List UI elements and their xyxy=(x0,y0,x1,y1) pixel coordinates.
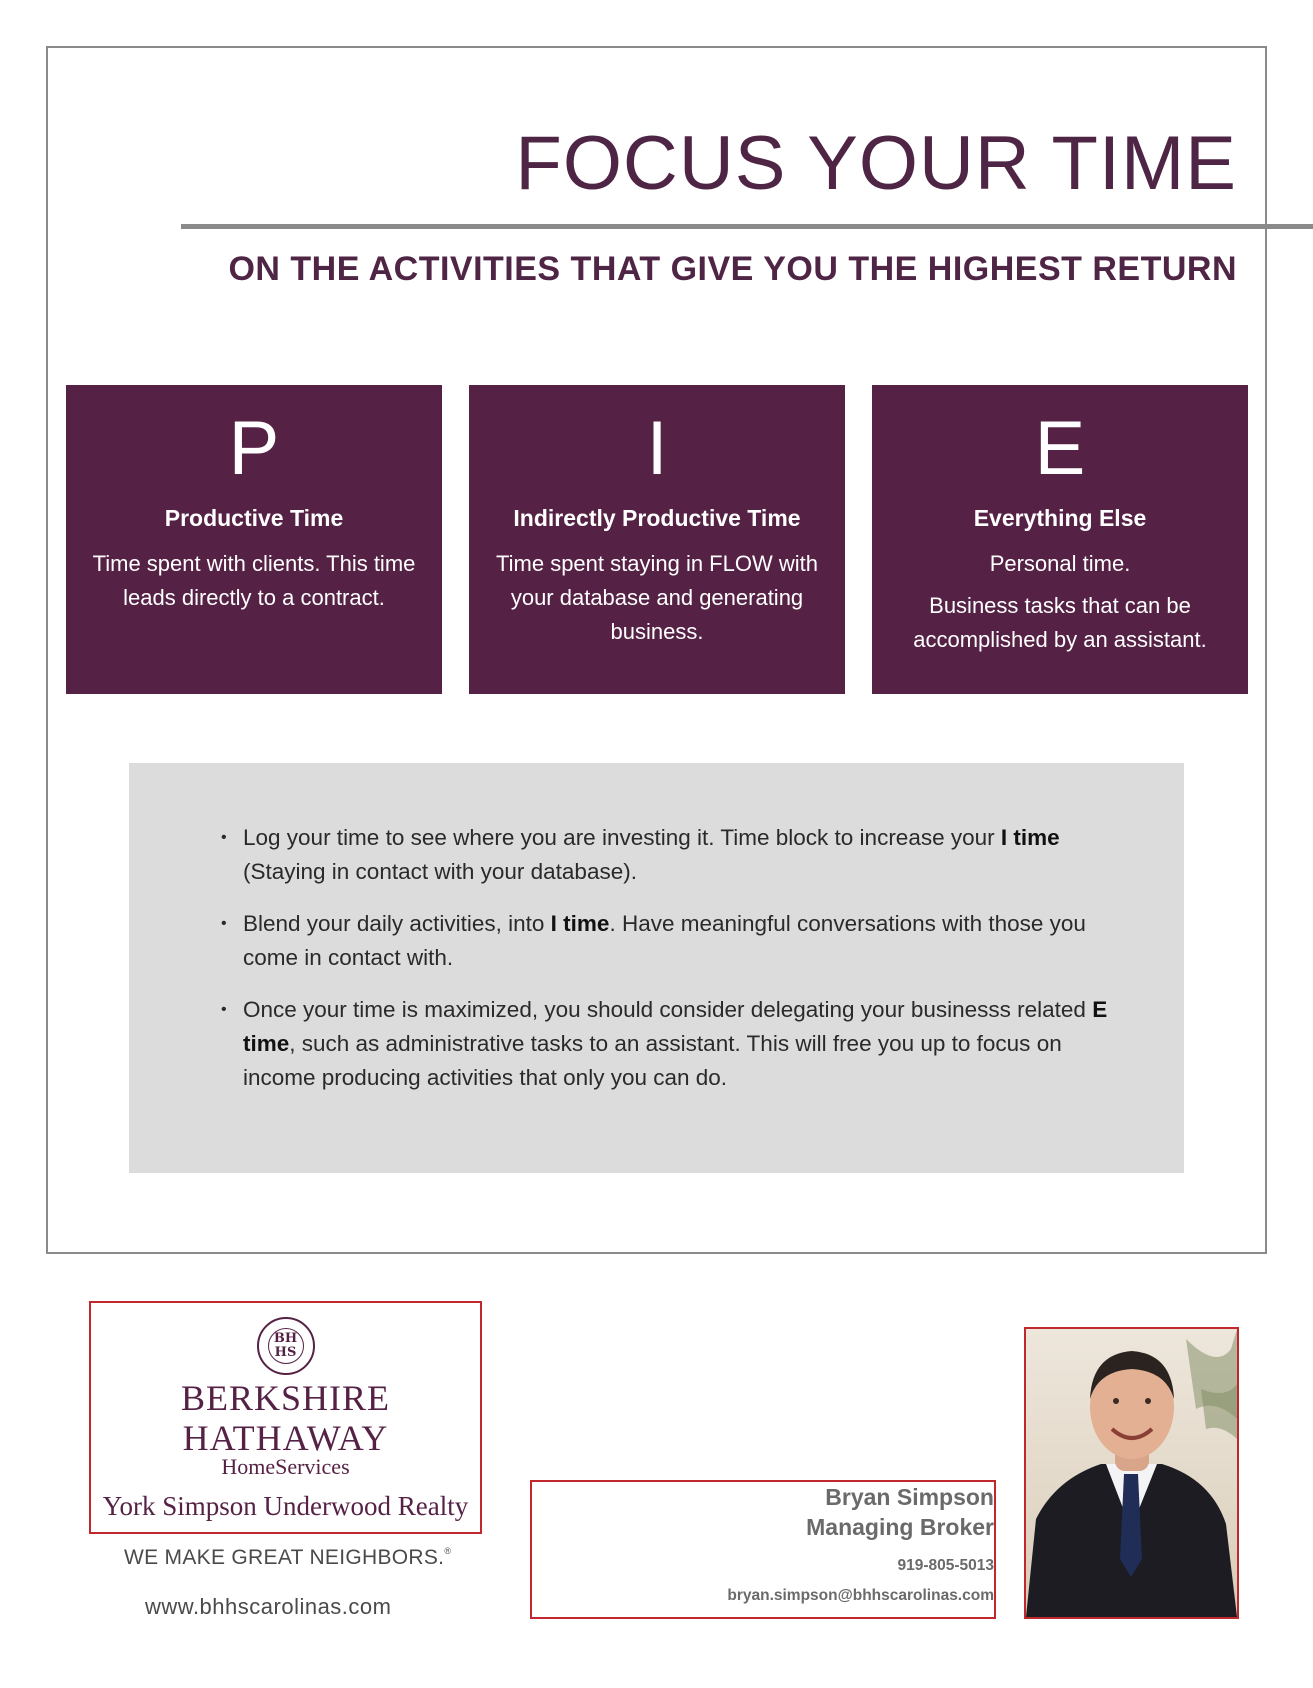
card-body-text: Time spent staying in FLOW with your database and generating business. xyxy=(496,551,818,644)
brand-tagline xyxy=(124,1546,451,1570)
brand-name-line1: BERKSHIRE xyxy=(180,1378,391,1418)
bhhs-seal-icon xyxy=(257,1317,315,1375)
tip-item xyxy=(224,821,1124,889)
tip-text: , such as administrative tasks to an assistant. This will free you up to focus on income producing activities that only you can do. xyxy=(243,1031,1062,1090)
card-heading: Indirectly Productive Time xyxy=(513,505,801,531)
tips-panel xyxy=(129,763,1184,1173)
card-body-text: Business tasks that can be accomplished by an assistant. xyxy=(913,593,1207,652)
registered-mark: ® xyxy=(444,1546,452,1556)
card-body-text: Time spent with clients. This time leads directly to a contract. xyxy=(92,551,416,610)
contact-name: Bryan Simpson xyxy=(825,1484,994,1510)
page-subtitle: ON THE ACTIVITIES THAT GIVE YOU THE HIGHEST RETURN xyxy=(228,250,1237,288)
tip-bold-text: I time xyxy=(1000,825,1060,850)
card-body xyxy=(872,547,1248,657)
tip-item xyxy=(224,993,1124,1095)
tip-item xyxy=(224,907,1124,975)
card-letter: E xyxy=(1034,406,1086,491)
brand-name-line3: HomeServices xyxy=(221,1454,350,1479)
brand-logo xyxy=(89,1301,482,1534)
card-heading: Productive Time xyxy=(164,505,344,531)
contact-role: Managing Broker xyxy=(806,1514,994,1540)
brand-name-line2: HATHAWAY xyxy=(182,1418,389,1458)
tip-text: Once your time is maximized, you should consider delegating your businesss related xyxy=(243,997,1093,1022)
card-heading: Everything Else xyxy=(973,505,1147,531)
tips-list xyxy=(224,821,1124,1095)
card-indirectly-productive-time xyxy=(469,385,845,694)
portrait-illustration xyxy=(1026,1329,1237,1617)
tip-bold-text: I time xyxy=(550,911,610,936)
card-body-text: Personal time. xyxy=(989,551,1131,576)
seal-monogram: BH HS xyxy=(268,1328,304,1364)
agent-portrait xyxy=(1024,1327,1239,1619)
tip-text: Blend your daily activities, into xyxy=(243,911,551,936)
page-title: FOCUS YOUR TIME xyxy=(515,121,1237,206)
tip-text: (Staying in contact with your database). xyxy=(243,859,637,884)
contact-email[interactable]: bryan.simpson@bhhscarolinas.com xyxy=(727,1587,994,1604)
card-body xyxy=(469,547,845,649)
title-divider xyxy=(181,224,1313,229)
website-link[interactable]: www.bhhscarolinas.com xyxy=(145,1594,392,1619)
contact-phone[interactable]: 919-805-5013 xyxy=(897,1557,994,1574)
tagline-text: WE MAKE GREAT NEIGHBORS. xyxy=(124,1546,445,1569)
card-body xyxy=(66,547,442,615)
contact-card xyxy=(530,1480,996,1619)
card-letter: I xyxy=(646,406,668,491)
card-productive-time xyxy=(66,385,442,694)
tip-text: Log your time to see where you are investing it. Time block to increase your xyxy=(243,825,1001,850)
brokerage-name: York Simpson Underwood Realty xyxy=(102,1491,469,1521)
card-everything-else xyxy=(872,385,1248,694)
card-letter: P xyxy=(228,406,280,491)
tip-text: . Have meaningful conversations with those you come in contact with. xyxy=(243,911,1086,970)
tip-bold-text: E time xyxy=(243,997,1108,1056)
